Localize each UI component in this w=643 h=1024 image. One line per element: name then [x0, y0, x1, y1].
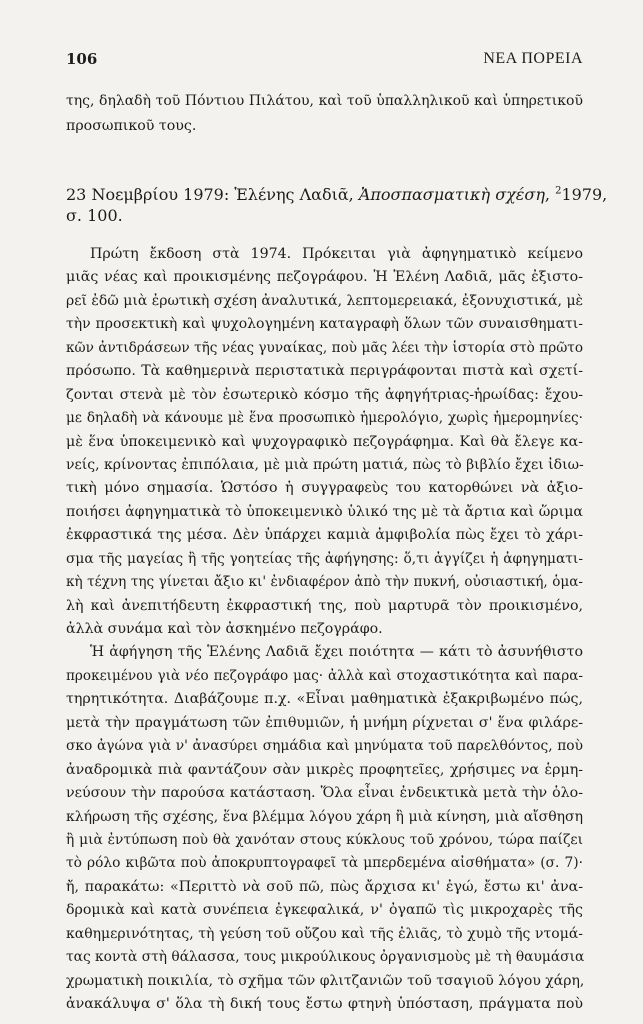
page-number: 106 [66, 50, 98, 68]
text-line: ἢ μιὰ ἐντύπωση ποὺ θὰ χανόταν στους κύκλους τοῦ χρόνου, τώρα παίζει [66, 831, 583, 848]
text-line: προσωπικοῦ τους. [66, 118, 197, 134]
text-line: μετὰ τὴν πραγμάτωση τῶν ἐπιθυμιῶν, ἡ μνήμη ρίχνεται σ' ἕνα φιλάρε- [66, 714, 583, 731]
text-line: νείς, κρίνοντας ἐπιπόλαια, μὲ μιὰ πρώτη ματιά, πὼς τὸ βιβλίο ἔχει ἰδιω- [66, 456, 584, 473]
text-line: καθημερινότητας, τὴ γεύση τοῦ οὔζου καὶ τῆς ἐλιᾶς, τὸ χυμὸ τῆς ντομά- [66, 925, 583, 942]
text-line: κὴ τέχνη της γίνεται ἄξιο κι' ἐνδιαφέρον ἀπὸ τὴν πυκνή, οὐσιαστική, ὁμα- [66, 574, 583, 591]
text-line: νεύσουν τὴν παρούσα κατάσταση. Ὅλα εἶναι ἐνδεικτικὰ μετὰ τὴν ὁλο- [66, 785, 583, 802]
text-line: ἐκφραστικά της μέσα. Δὲν ὑπάρχει καμιὰ ἀμφιβολία πὼς ἔχει τὸ χάρι- [66, 527, 583, 544]
page-header [66, 50, 583, 74]
running-title: ΝΕΑ ΠΟΡΕΙΑ [483, 50, 583, 67]
text-line: ἤ, παρακάτω: «Περιττὸ νὰ σοῦ πῶ, πὼς ἄρχισα κι' ἐγώ, ἔστω κι' ἀνα- [66, 878, 583, 895]
reference-line: σ. 100. [66, 206, 123, 225]
text-line: Πρώτη ἔκδοση στὰ 1974. Πρόκειται γιὰ ἀφηγηματικὸ κείμενο [90, 246, 583, 262]
text-line: τὸ ρόλο κιβῶτα ποὺ ἀποκρυπτογραφεῖ τὰ μπερδεμένα αἰσθήματα» (σ. 7)· [66, 855, 583, 872]
text-line: χρωματικὴ ποικιλία, τὸ σχῆμα τῶν φλιτζανιῶν τοῦ τσαγιοῦ λόγου χάρη, [66, 972, 585, 989]
text-line: τικὴ μόνο σημασία. Ὡστόσο ἡ συγγραφεὺς του κατορθώνει νὰ ἀξιο- [66, 480, 583, 497]
text-line: πρόσωπο. Τὰ καθημερινὰ περιστατικὰ περιγράφονται πιστὰ καὶ σχετί- [66, 363, 583, 380]
reference-text: 23 Νοεμβρίου 1979: Ἑλένης Λαδιᾶ, Ἀποσπασματικὴ σχέση, $^2$1979, [66, 185, 608, 205]
text-line: τηρητικότητα. Διαβάζουμε π.χ. «Εἶναι μαθηματικὰ ἐξακριβωμένο πώς, [66, 691, 583, 708]
text-line: ἀλλὰ συνάμα καὶ τὸν ἀσκημένο πεζογράφο. [66, 621, 383, 637]
text-line: ρεῖ ἐδῶ μιὰ ἐρωτικὴ σχέση ἀναλυτικά, λεπτομερειακά, ἐξονυχιστικά, μὲ [66, 292, 584, 309]
text-line: σκο ἀγώνα γιὰ ν' ἀνασύρει σημάδια καὶ μηνύματα τοῦ παρελθόντος, ποὺ [66, 738, 583, 755]
text-line: μιᾶς νέας καὶ προικισμένης πεζογράφου. Ἡ Ἑλένη Λαδιᾶ, μᾶς ἐξιστο- [66, 269, 583, 286]
text-line: προκειμένου γιὰ νέο πεζογράφο μας· ἀλλὰ καὶ στοχαστικότητα καὶ παρα- [66, 667, 583, 684]
text-line: κλήρωση τῆς σχέσης, ἕνα βλέμμα λόγου χάρη ἢ μιὰ κίνηση, μιὰ αἴσθηση [66, 808, 583, 825]
text-line: ἀνακάλυψα σ' ὅλα τὴ δική τους ἔστω φτηνὴ ὑπόσταση, πράγματα ποὺ [66, 996, 583, 1012]
text-line: δρομικὰ καὶ κατὰ συνέπεια ἐγκεφαλικά, ν' ὀγαπῶ τὶς μικροχαρὲς τῆς [66, 902, 583, 919]
text-line: λὴ καὶ ἀνεπιτήδευτη ἐκφραστική της, ποὺ μαρτυρᾶ τὸν προικισμένο, [66, 597, 583, 614]
text-line: Ἡ ἀφήγηση τῆς Ἑλένης Λαδιᾶ ἔχει ποιότητα — κάτι τὸ ἀσυνήθιστο [90, 644, 583, 661]
text-line: τὴν προσεκτικὴ καὶ ψυχολογημένη καταγραφὴ ὅλων τῶν συναισθηματι- [66, 316, 583, 333]
text-line: ἀναδρομικὰ πιὰ φαντάζουν σὰν μικρὲς προφητεῖες, χρήσιμες να ἑρμη- [66, 761, 583, 778]
text-line: τας κοντὰ στὴ θάλασσα, τους μικρούλικους ὀργανισμοὺς μὲ τὴ θαυμάσια [66, 949, 585, 966]
text-line: ζονται στενὰ μὲ τὸν ἐσωτερικὸ κόσμο τῆς ἀφηγήτριας-ἡρωίδας: ἔχου- [66, 386, 583, 403]
text-line: ποιήσει ἀφηγηματικὰ τὸ ὑποκειμενικὸ ὑλικό της μὲ τὰ ἄρτια καὶ ὥριμα [66, 503, 583, 520]
text-line: μὲ ἕνα ὑποκειμενικὸ καὶ ψυχογραφικὸ πεζογράφημα. Καὶ θὰ ἔλεγε κα- [66, 433, 583, 450]
text-line: με δηλαδὴ νὰ κάνουμε μὲ ἕνα προσωπικὸ ἡμερολόγιο, χωρὶς ἡμερομηνίες· [66, 410, 583, 427]
text-line: κῶν ἀντιδράσεων τῆς νέας γυναίκας, ποὺ μᾶς λέει τὴν ἱστορία στὸ πρῶτο [66, 339, 583, 356]
reference-line [66, 181, 608, 206]
text-line: σμα τῆς μαγείας ἢ τῆς γοητείας τῆς ἀφήγησης: ὅ,τι ἀγγίζει ἡ ἀφηγηματι- [66, 550, 583, 567]
text-line: της, δηλαδὴ τοῦ Πόντιου Πιλάτου, καὶ τοῦ ὑπαλληλικοῦ καὶ ὑπηρετικοῦ [66, 93, 583, 109]
